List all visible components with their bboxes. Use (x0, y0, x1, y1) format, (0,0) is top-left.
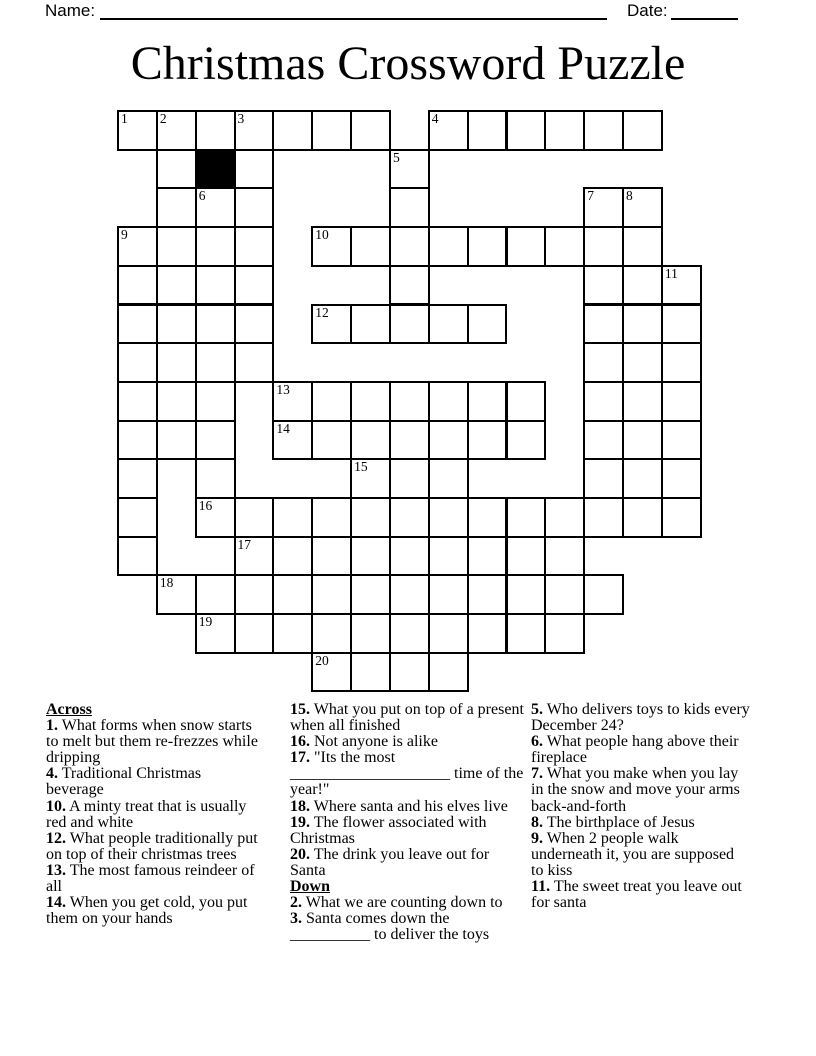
grid-cell (467, 536, 508, 577)
grid-cell (428, 304, 469, 345)
grid-cell (544, 613, 585, 654)
grid-cell (506, 613, 547, 654)
grid-cell (156, 110, 197, 151)
grid-cell (311, 536, 352, 577)
grid-cell (156, 574, 197, 615)
clue-number: 3. (290, 910, 302, 928)
grid-cell (428, 226, 469, 267)
grid-cell (311, 613, 352, 654)
grid-cell (583, 187, 624, 228)
grid-cell (389, 613, 430, 654)
grid-cell (661, 497, 702, 538)
grid-cell (156, 226, 197, 267)
grid-cell (311, 652, 352, 693)
grid-cell (389, 265, 430, 306)
black-cell (195, 149, 236, 190)
grid-cell (195, 458, 236, 499)
grid-cell (467, 110, 508, 151)
grid-cell (583, 458, 624, 499)
grid-cell (622, 497, 663, 538)
cell-number: 9 (121, 227, 128, 243)
grid-cell (506, 420, 547, 461)
grid-cell (195, 342, 236, 383)
down-header: Down (290, 878, 331, 896)
grid-cell (661, 265, 702, 306)
grid-cell (661, 381, 702, 422)
cell-number: 6 (198, 188, 206, 204)
grid-cell (428, 536, 469, 577)
clue-down-9: 9. When 2 people walk underneath it, you are supposed to kiss (531, 829, 735, 879)
clue-across-14: 14. When you get cold, you put them on your hands (46, 894, 248, 928)
grid-cell (661, 420, 702, 461)
grid-cell (583, 420, 624, 461)
grid-cell (117, 497, 158, 538)
cell-number: 8 (626, 188, 633, 204)
cell-number: 18 (159, 575, 174, 591)
grid-cell (272, 497, 313, 538)
grid-cell (311, 304, 352, 345)
cell-number: 4 (431, 111, 439, 126)
grid-cell (272, 536, 313, 577)
clue-down-2: 2. What we are counting down to (290, 894, 503, 912)
grid-cell (117, 304, 158, 345)
clue-down-8: 8. The birthplace of Jesus (531, 813, 695, 831)
grid-cell (506, 381, 547, 422)
clue-number: 7. (531, 765, 543, 783)
grid-cell (506, 110, 547, 151)
grid-cell (234, 574, 275, 615)
grid-cell (117, 265, 158, 306)
grid-cell (234, 613, 275, 654)
grid-cell (195, 574, 236, 615)
grid-cell (389, 497, 430, 538)
grid-cell (544, 110, 585, 151)
grid-cell (272, 420, 313, 461)
grid-cell (234, 110, 275, 151)
grid-cell (117, 458, 158, 499)
grid-cell (544, 536, 585, 577)
grid-cell (234, 536, 275, 577)
grid-cell (428, 420, 469, 461)
page-title: Christmas Crossword Puzzle (130, 37, 686, 90)
clue-number: 2. (290, 894, 302, 912)
clue-across-20: 20. The drink you leave out for Santa (290, 845, 490, 879)
grid-cell (350, 613, 391, 654)
grid-cell (195, 420, 236, 461)
grid-cell (195, 613, 236, 654)
grid-cell (117, 226, 158, 267)
grid-cell (389, 574, 430, 615)
grid-cell (156, 342, 197, 383)
grid-cell (583, 497, 624, 538)
grid-cell (622, 342, 663, 383)
clue-number: 15. (290, 701, 310, 718)
date-blank-line (671, 18, 738, 20)
grid-cell (389, 226, 430, 267)
grid-cell (428, 110, 469, 151)
clue-across-13: 13. The most famous reindeer of all (46, 861, 255, 896)
grid-cell (195, 187, 236, 228)
grid-cell (117, 381, 158, 422)
grid-cell (311, 497, 352, 538)
grid-cell (311, 226, 352, 267)
grid-cell (583, 110, 624, 151)
grid-cell (389, 420, 430, 461)
grid-cell (234, 226, 275, 267)
grid-cell (428, 652, 469, 693)
clue-number: 5. (531, 701, 543, 718)
grid-cell (272, 110, 313, 151)
grid-cell (389, 304, 430, 345)
grid-cell (311, 574, 352, 615)
date-label: Date: (627, 1, 668, 20)
grid-cell (195, 226, 236, 267)
clue-across-4: 4. Traditional Christmas beverage (46, 765, 202, 799)
clue-column-1 (46, 702, 258, 927)
grid-cell (583, 342, 624, 383)
cell-number: 14 (276, 420, 290, 436)
grid-cell (350, 420, 391, 461)
clue-across-16: 16. Not anyone is alike (290, 733, 438, 751)
grid-cell (389, 381, 430, 422)
clue-across-10: 10. A minty treat that is usually red and white (46, 797, 247, 831)
grid-cell (350, 574, 391, 615)
grid-cell (467, 574, 508, 615)
grid-cell (156, 381, 197, 422)
grid-cell (467, 497, 508, 538)
grid-cell (234, 497, 275, 538)
clue-number: 9. (531, 829, 543, 847)
clue-across-17: 17. "Its the most ____________________ time of the year!" (290, 749, 524, 799)
clue-number: 17. (290, 749, 310, 767)
clue-number: 4. (46, 765, 58, 783)
grid-cell (234, 304, 275, 345)
grid-cell (272, 381, 313, 422)
grid-cell (583, 265, 624, 306)
grid-cell (506, 536, 547, 577)
clue-column-3 (531, 702, 750, 911)
cell-number: 3 (237, 111, 245, 126)
clue-across-19: 19. The flower associated with Christmas (290, 813, 487, 847)
clue-number: 18. (290, 797, 310, 815)
grid-cell (117, 342, 158, 383)
grid-cell (234, 342, 275, 383)
clue-across-18: 18. Where santa and his elves live (290, 797, 508, 815)
clue-across-12: 12. What people traditionally put on top of their christmas trees (46, 829, 258, 863)
grid-cell (350, 652, 391, 693)
grid-cell (311, 381, 352, 422)
cell-number: 12 (315, 304, 329, 320)
clue-down-11: 11. The sweet treat you leave out for santa (531, 878, 742, 912)
grid-cell (622, 187, 663, 228)
cell-number: 17 (237, 536, 252, 552)
grid-cell (661, 458, 702, 499)
grid-cell (622, 420, 663, 461)
cell-number: 2 (159, 111, 167, 126)
grid-cell (195, 265, 236, 306)
name-label: Name: (45, 1, 96, 20)
grid-cell (389, 187, 430, 228)
grid-cell (467, 420, 508, 461)
grid-cell (117, 420, 158, 461)
grid-cell (661, 304, 702, 345)
cell-number: 20 (315, 652, 329, 668)
grid-cell (506, 226, 547, 267)
grid-cell (195, 304, 236, 345)
grid-cell (234, 187, 275, 228)
grid-cell (389, 149, 430, 190)
grid-cell (467, 381, 508, 422)
grid-cell (350, 536, 391, 577)
grid-cell (467, 226, 508, 267)
grid-cell (350, 110, 391, 151)
grid-cell (234, 265, 275, 306)
cell-number: 11 (664, 265, 678, 281)
across-header: Across (46, 701, 92, 718)
grid-cell (156, 149, 197, 190)
clue-number: 10. (46, 797, 66, 815)
clue-down-3: 3. Santa comes down the __________ to deliver the toys (290, 910, 490, 944)
grid-cell (117, 110, 158, 151)
clue-number: 1. (46, 717, 58, 735)
name-blank-line (100, 18, 607, 20)
grid-cell (234, 149, 275, 190)
grid-cell (350, 458, 391, 499)
grid-cell (428, 381, 469, 422)
clue-number: 11. (531, 878, 551, 896)
grid-cell (428, 497, 469, 538)
grid-cell (428, 613, 469, 654)
cell-number: 1 (121, 111, 128, 126)
grid-cell (467, 304, 508, 345)
grid-cell (622, 265, 663, 306)
clue-down-7: 7. What you make when you lay in the snow and move your arms back-and-forth (531, 765, 740, 815)
clue-number: 12. (46, 829, 66, 847)
cell-number: 15 (354, 459, 368, 475)
grid-cell (350, 497, 391, 538)
grid-cell (272, 613, 313, 654)
grid-cell (428, 574, 469, 615)
clue-across-15: 15. What you put on top of a present when all finished (290, 701, 524, 735)
grid-cell (311, 110, 352, 151)
grid-cell (195, 110, 236, 151)
cell-number: 10 (315, 227, 329, 243)
clue-column-2 (290, 702, 525, 943)
cell-number: 19 (198, 614, 213, 630)
grid-cell (156, 420, 197, 461)
cell-number: 13 (276, 381, 290, 397)
grid-cell (622, 110, 663, 151)
grid-cell (156, 304, 197, 345)
clue-number: 14. (46, 894, 66, 912)
grid-cell (272, 574, 313, 615)
clue-down-5: 5. Who delivers toys to kids every December 24? (531, 701, 750, 735)
grid-cell (583, 304, 624, 345)
clue-number: 16. (290, 733, 310, 751)
cell-number: 5 (392, 149, 400, 165)
grid-cell (661, 342, 702, 383)
cell-number: 16 (198, 498, 213, 513)
grid-cell (156, 187, 197, 228)
clue-across-1: 1. What forms when snow starts to melt but them re-frezzes while dripping (46, 717, 258, 767)
grid-cell (622, 226, 663, 267)
grid-cell (583, 226, 624, 267)
clue-number: 8. (531, 813, 543, 831)
clue-number: 19. (290, 813, 310, 831)
clue-number: 13. (46, 861, 66, 879)
grid-cell (350, 381, 391, 422)
grid-cell (506, 497, 547, 538)
cell-number: 7 (587, 188, 594, 204)
grid-cell (350, 226, 391, 267)
grid-cell (195, 497, 236, 538)
grid-cell (467, 613, 508, 654)
grid-cell (389, 458, 430, 499)
grid-cell (389, 536, 430, 577)
grid-cell (544, 574, 585, 615)
grid-cell (622, 304, 663, 345)
grid-cell (583, 381, 624, 422)
grid-cell (156, 265, 197, 306)
grid-cell (544, 226, 585, 267)
grid-cell (311, 420, 352, 461)
grid-cell (622, 381, 663, 422)
grid-cell (195, 381, 236, 422)
grid-cell (428, 458, 469, 499)
grid-cell (350, 304, 391, 345)
clue-number: 20. (290, 845, 310, 863)
clue-number: 6. (531, 733, 543, 751)
grid-cell (622, 458, 663, 499)
grid-cell (117, 536, 158, 577)
grid-cell (506, 574, 547, 615)
grid-cell (544, 497, 585, 538)
clue-down-6: 6. What people hang above their fireplace (531, 733, 739, 767)
grid-cell (583, 574, 624, 615)
crossword-grid (117, 110, 702, 693)
grid-cell (389, 652, 430, 693)
